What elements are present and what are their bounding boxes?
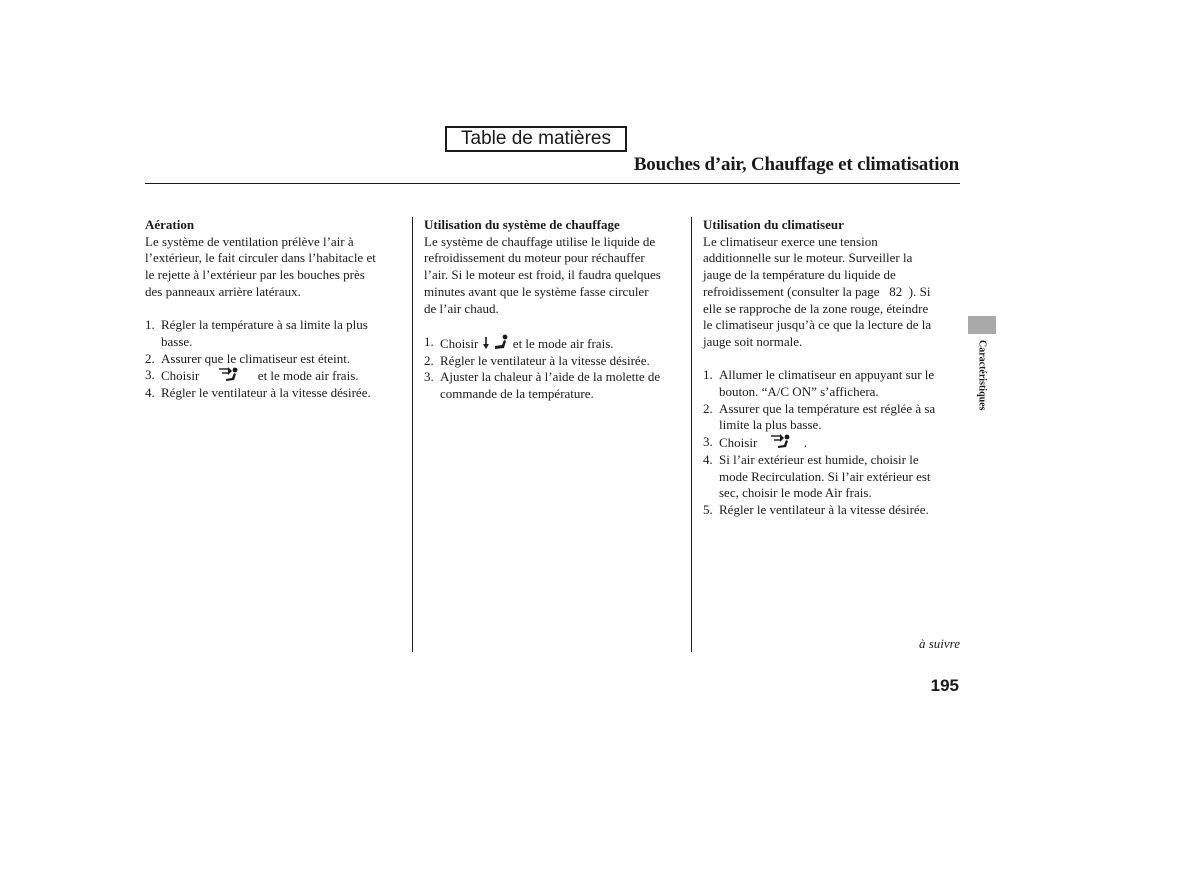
aeration-steps bbox=[145, 317, 401, 402]
step-line: Ajuster la chaleur à l’aide de la molette de bbox=[440, 369, 661, 385]
continued-note: à suivre bbox=[918, 636, 960, 651]
heating-section bbox=[424, 217, 680, 403]
step-line: Régler le ventilateur à la vitesse désirée. bbox=[161, 385, 371, 401]
aeration-intro-line: Le système de ventilation prélève l’air à bbox=[145, 233, 354, 249]
step-line: bouton. “A/C ON” s’affichera. bbox=[719, 384, 879, 400]
step-number: 2. bbox=[424, 352, 434, 368]
step-number: 3. bbox=[424, 369, 434, 385]
ac-intro-line: elle se rapproche de la zone rouge, éteindre bbox=[703, 300, 929, 316]
step-number: 3. bbox=[703, 434, 713, 450]
section-tab-label: Caractéristiques bbox=[976, 340, 988, 411]
column-divider bbox=[691, 217, 692, 652]
floor-face-vent-mode-icon bbox=[482, 334, 510, 351]
step-text-after: . bbox=[803, 435, 808, 451]
step-number: 3. bbox=[145, 367, 155, 383]
step-number: 1. bbox=[145, 317, 155, 333]
heating-intro-line: l’air. Si le moteur est froid, il faudra quelques bbox=[424, 267, 661, 283]
step-line: limite la plus basse. bbox=[719, 417, 822, 433]
ac-intro-line: le climatiseur jusqu’à ce que la lecture de la bbox=[703, 317, 932, 333]
aeration-step-4 bbox=[145, 385, 401, 402]
step-line: Assurer que le climatiseur est éteint. bbox=[161, 350, 351, 366]
step-text-before: Choisir bbox=[719, 435, 758, 451]
ac-step-4 bbox=[703, 452, 959, 502]
step-line: Régler la température à sa limite la plus bbox=[161, 317, 368, 333]
heating-step-2 bbox=[424, 353, 680, 370]
step-line: Si l’air extérieur est humide, choisir le bbox=[719, 451, 919, 467]
aeration-heading: Aération bbox=[145, 217, 195, 232]
aeration-intro-line: des panneaux arrière latéraux. bbox=[145, 283, 301, 299]
aeration-intro-line: le rejette à l’extérieur par les bouches près bbox=[145, 267, 365, 283]
section-tab-marker bbox=[968, 316, 996, 334]
ac-step-5 bbox=[703, 502, 959, 519]
aeration-step-2 bbox=[145, 351, 401, 368]
step-line: mode Recirculation. Si l’air extérieur est bbox=[719, 468, 931, 484]
heating-intro-line: refroidissement du moteur pour réchauffer bbox=[424, 250, 645, 266]
step-text-before: Choisir bbox=[161, 368, 200, 384]
ac-section bbox=[703, 217, 959, 519]
ac-step-2 bbox=[703, 401, 959, 434]
ac-intro-line: jauge de la température du liquide de bbox=[703, 267, 896, 283]
ac-intro-line: refroidissement (consulter la page 82 ). Si bbox=[703, 283, 931, 299]
step-number: 4. bbox=[703, 451, 713, 467]
face-vent-mode-icon bbox=[218, 367, 240, 383]
heating-intro bbox=[424, 234, 680, 318]
step-number: 5. bbox=[703, 501, 713, 517]
step-line: Régler le ventilateur à la vitesse désirée. bbox=[719, 501, 929, 517]
aeration-step-1 bbox=[145, 317, 401, 350]
step-number: 1. bbox=[703, 367, 713, 383]
step-text-before: Choisir bbox=[440, 335, 479, 351]
column-divider bbox=[412, 217, 413, 652]
ac-intro-line: additionnelle sur le moteur. Surveiller la bbox=[703, 250, 913, 266]
ac-steps bbox=[703, 367, 959, 518]
step-number: 1. bbox=[424, 333, 434, 349]
step-number: 2. bbox=[145, 350, 155, 366]
heating-step-1 bbox=[424, 334, 680, 353]
step-line: Allumer le climatiseur en appuyant sur le bbox=[719, 367, 935, 383]
title-divider bbox=[145, 183, 960, 184]
heating-steps bbox=[424, 334, 680, 403]
page-title: Bouches d’air, Chauffage et climatisation bbox=[633, 154, 959, 175]
step-line: Régler le ventilateur à la vitesse désirée. bbox=[440, 352, 650, 368]
step-number: 4. bbox=[145, 385, 155, 401]
aeration-section bbox=[145, 217, 401, 402]
ac-step-1 bbox=[703, 367, 959, 400]
page-number: 195 bbox=[930, 676, 959, 695]
step-line: basse. bbox=[161, 333, 193, 349]
ac-heading: Utilisation du climatiseur bbox=[703, 217, 844, 232]
aeration-intro-line: l’extérieur, le fait circuler dans l’habitacle et bbox=[145, 250, 376, 266]
step-line: commande de la température. bbox=[440, 386, 594, 402]
table-of-contents-button[interactable]: Table de matières bbox=[445, 126, 627, 152]
step-text-after: et le mode air frais. bbox=[512, 335, 614, 351]
heating-heading: Utilisation du système de chauffage bbox=[424, 217, 620, 232]
heating-step-3 bbox=[424, 369, 680, 402]
heating-intro-line: minutes avant que le système fasse circuler bbox=[424, 283, 649, 299]
step-text-after: et le mode air frais. bbox=[257, 368, 359, 384]
step-number: 2. bbox=[703, 400, 713, 416]
heating-intro-line: Le système de chauffage utilise le liquide de bbox=[424, 233, 656, 249]
aeration-intro bbox=[145, 234, 401, 301]
ac-intro-line: jauge soit normale. bbox=[703, 333, 803, 349]
heating-intro-line: de l’air chaud. bbox=[424, 300, 499, 316]
aeration-step-3 bbox=[145, 367, 401, 385]
face-vent-mode-icon bbox=[770, 434, 792, 450]
step-line: sec, choisir le mode Air frais. bbox=[719, 485, 872, 501]
step-line: Assurer que la température est réglée à sa bbox=[719, 400, 936, 416]
ac-intro bbox=[703, 234, 959, 351]
ac-step-3 bbox=[703, 434, 959, 452]
ac-intro-line: Le climatiseur exerce une tension bbox=[703, 233, 878, 249]
